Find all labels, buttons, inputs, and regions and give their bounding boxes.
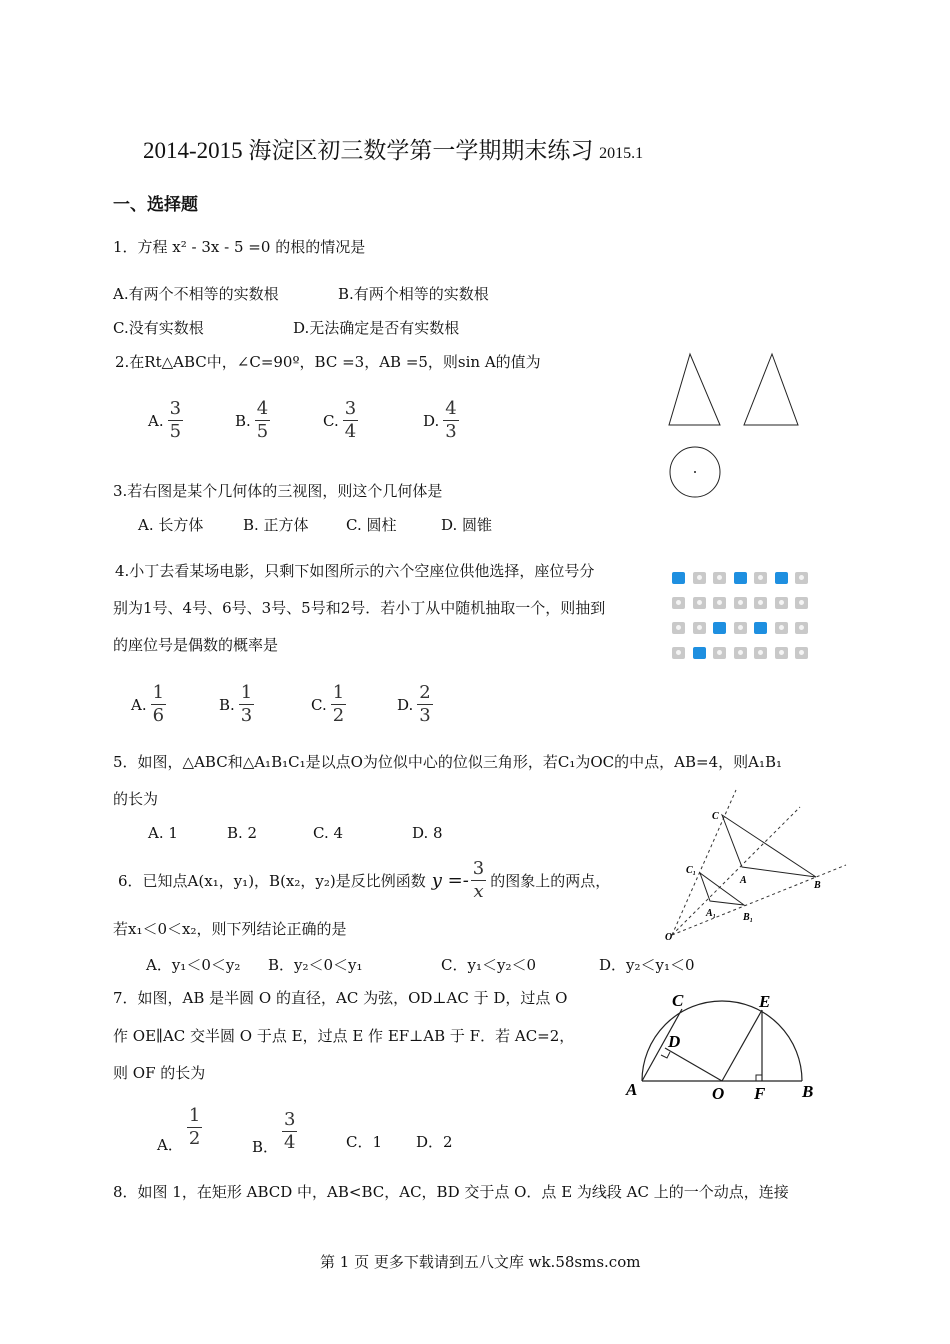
q2-c-den: 4 bbox=[344, 421, 357, 442]
q8-stem-line1: 8．如图 1，在矩形 ABCD 中，AB<BC，AC，BD 交于点 O．点 E 为线段 AC 上的一个动点，连接 bbox=[113, 1183, 789, 1201]
seat-taken bbox=[795, 572, 808, 584]
seat-empty bbox=[693, 647, 706, 659]
q2-d-den: 3 bbox=[445, 421, 457, 442]
q4-option-a-label: A. bbox=[131, 695, 147, 714]
q4-c-den: 2 bbox=[332, 705, 345, 726]
side-view-triangle bbox=[744, 354, 798, 425]
q2-option-a-fraction bbox=[168, 398, 183, 443]
seat-taken bbox=[775, 597, 788, 609]
q5-option-a: A. 1 bbox=[148, 824, 178, 842]
q7-option-a-fraction bbox=[187, 1105, 202, 1150]
seat-taken bbox=[734, 622, 747, 634]
seat-taken bbox=[672, 597, 685, 609]
semicircle-figure bbox=[620, 985, 825, 1105]
label-o: O bbox=[712, 1084, 725, 1103]
q4-stem-line1: 4.小丁去看某场电影，只剩下如图所示的六个空座位供他选择，座位号分 bbox=[115, 562, 595, 580]
q4-b-num: 1 bbox=[240, 682, 253, 703]
q4-stem-line2: 别为1号、4号、6号、3号、5号和2号．若小丁从中随机抽取一个，则抽到 bbox=[113, 599, 606, 617]
label-b: B bbox=[802, 1082, 814, 1101]
seat-grid bbox=[672, 572, 812, 664]
q4-option-a bbox=[131, 682, 166, 727]
seat-taken bbox=[693, 572, 706, 584]
q6-option-a: A．y₁＜0＜y₂ bbox=[146, 956, 241, 974]
q2-a-num: 3 bbox=[169, 398, 182, 419]
q4-stem-line3: 的座位号是偶数的概率是 bbox=[113, 636, 279, 654]
q5-option-c: C. 4 bbox=[313, 824, 344, 842]
q6-function bbox=[432, 858, 487, 903]
q6-func-den: x bbox=[471, 880, 486, 903]
q1-option-a: A.有两个不相等的实数根 bbox=[113, 285, 279, 303]
semicircle-arc bbox=[642, 1001, 802, 1081]
label-c1: C₁ bbox=[686, 865, 697, 876]
q2-b-num: 4 bbox=[256, 398, 269, 419]
q5-stem-line1: 5．如图，△ABC和△A₁B₁C₁是以点O为位似中心的位似三角形，若C₁为OC的中点，AB=4，则A₁B₁ bbox=[113, 753, 783, 771]
seat-taken bbox=[775, 647, 788, 659]
q6-func-num: 3 bbox=[472, 858, 485, 879]
q4-option-d-fraction bbox=[417, 682, 432, 727]
q4-d-num: 2 bbox=[419, 682, 431, 703]
q2-a-den: 5 bbox=[169, 421, 182, 442]
q6-text-b: 的图象上的两点， bbox=[490, 871, 611, 890]
seat-empty bbox=[672, 572, 685, 584]
q2-option-c-label: C. bbox=[323, 411, 339, 430]
label-o: O bbox=[665, 932, 673, 943]
q2-stem: 2.在Rt△ABC中，∠C=90º，BC =3，AB =5，则sin A的值为 bbox=[115, 353, 541, 371]
seat-taken bbox=[693, 622, 706, 634]
label-b1: B₁ bbox=[743, 912, 754, 923]
q2-option-b-fraction bbox=[255, 398, 270, 443]
q1-option-c: C.没有实数根 bbox=[113, 319, 204, 337]
seat-empty bbox=[734, 572, 747, 584]
homothety-figure bbox=[660, 785, 850, 945]
label-c: C bbox=[672, 991, 684, 1010]
label-c: C bbox=[712, 811, 719, 822]
label-a: A bbox=[740, 875, 747, 886]
seat-empty bbox=[754, 622, 767, 634]
q7-options bbox=[157, 1100, 497, 1156]
q6-func-lhs: y =- bbox=[431, 869, 469, 891]
q4-option-a-fraction bbox=[151, 682, 166, 727]
q2-option-d bbox=[423, 398, 459, 443]
q6-func-fraction bbox=[471, 858, 486, 903]
seat-empty bbox=[713, 622, 726, 634]
label-f: F bbox=[754, 1084, 766, 1103]
label-d: D bbox=[668, 1032, 681, 1051]
q4-c-num: 1 bbox=[332, 682, 345, 703]
q7-option-b-fraction bbox=[282, 1109, 297, 1154]
q2-option-a-label: A. bbox=[148, 411, 164, 430]
seat-empty bbox=[775, 572, 788, 584]
q6-stem-line2: 若x₁＜0＜x₂，则下列结论正确的是 bbox=[113, 920, 347, 938]
section-heading: 一、选择题 bbox=[113, 195, 198, 215]
seat-taken bbox=[693, 597, 706, 609]
right-angle-d bbox=[661, 1052, 670, 1058]
q2-option-d-fraction bbox=[443, 398, 458, 443]
q4-option-b-label: B. bbox=[219, 695, 235, 714]
q4-a-num: 1 bbox=[152, 682, 165, 703]
q5-option-d: D. 8 bbox=[412, 824, 443, 842]
q7-b-num: 3 bbox=[284, 1109, 296, 1130]
q2-option-b-label: B. bbox=[235, 411, 251, 430]
q5-stem-line2: 的长为 bbox=[113, 790, 159, 808]
q4-d-den: 3 bbox=[419, 705, 431, 726]
q4-option-d bbox=[397, 682, 433, 727]
q6-stem-line1 bbox=[118, 858, 610, 903]
q7-stem-line3: 则 OF 的长为 bbox=[113, 1064, 206, 1082]
q7-stem-line2: 作 OE∥AC 交半圆 O 于点 E，过点 E 作 EF⊥AB 于 F．若 AC=2， bbox=[113, 1027, 575, 1045]
triangle-abc bbox=[722, 815, 816, 877]
page-footer: 第 1 页 更多下载请到五八文库 wk.58sms.com bbox=[320, 1253, 641, 1271]
q7-b-den: 4 bbox=[284, 1132, 296, 1153]
seat-taken bbox=[713, 572, 726, 584]
seat-taken bbox=[795, 647, 808, 659]
label-a1: A₁ bbox=[706, 908, 717, 919]
title-date: 2015.1 bbox=[599, 145, 644, 162]
q4-option-c-label: C. bbox=[311, 695, 327, 714]
q1-stem: 1．方程 x² - 3x - 5 =0 的根的情况是 bbox=[113, 238, 366, 256]
q2-option-b bbox=[235, 398, 270, 443]
seat-taken bbox=[754, 572, 767, 584]
q3-stem: 3.若右图是某个几何体的三视图，则这个几何体是 bbox=[113, 482, 443, 500]
q7-option-a bbox=[157, 1100, 202, 1155]
three-view-figure bbox=[660, 348, 810, 503]
ray-oc bbox=[672, 790, 736, 935]
top-view-center bbox=[694, 471, 696, 473]
q7-option-a-label: A． bbox=[157, 1136, 183, 1154]
q7-a-den: 2 bbox=[188, 1128, 201, 1149]
q2-d-num: 4 bbox=[445, 398, 457, 419]
q3-option-b: B. 正方体 bbox=[243, 516, 309, 534]
seat-taken bbox=[795, 597, 808, 609]
q4-b-den: 3 bbox=[240, 705, 253, 726]
title-main: 2014-2015 海淀区初三数学第一学期期末练习 bbox=[143, 138, 594, 163]
segment-oe bbox=[722, 1010, 762, 1081]
seat-taken bbox=[672, 622, 685, 634]
q4-option-b bbox=[219, 682, 254, 727]
q5-option-b: B. 2 bbox=[227, 824, 258, 842]
q1-option-b: B.有两个相等的实数根 bbox=[338, 285, 489, 303]
front-view-triangle bbox=[669, 354, 720, 425]
seat-taken bbox=[754, 647, 767, 659]
q7-option-b-label: B． bbox=[252, 1138, 279, 1156]
label-e: E bbox=[759, 992, 771, 1011]
q7-a-num: 1 bbox=[188, 1105, 201, 1126]
q6-text-a: 6．已知点A(x₁，y₁)，B(x₂，y₂)是反比例函数 bbox=[118, 871, 426, 890]
seat-taken bbox=[734, 647, 747, 659]
q7-option-b bbox=[252, 1106, 297, 1157]
q2-c-num: 3 bbox=[344, 398, 357, 419]
q3-option-d: D. 圆锥 bbox=[441, 516, 493, 534]
seat-taken bbox=[734, 597, 747, 609]
q4-option-c-fraction bbox=[331, 682, 346, 727]
label-a: A bbox=[626, 1080, 638, 1099]
seat-taken bbox=[754, 597, 767, 609]
q2-option-c-fraction bbox=[343, 398, 358, 443]
q3-option-a: A. 长方体 bbox=[138, 516, 204, 534]
q7-stem-line1: 7．如图，AB 是半圆 O 的直径，AC 为弦，OD⊥AC 于 D，过点 O bbox=[113, 989, 568, 1007]
q4-option-b-fraction bbox=[239, 682, 254, 727]
page-title bbox=[143, 136, 643, 169]
q4-option-c bbox=[311, 682, 346, 727]
seat-taken bbox=[672, 647, 685, 659]
q6-option-c: C．y₁＜y₂＜0 bbox=[441, 956, 536, 974]
right-angle-f bbox=[756, 1075, 762, 1081]
q4-a-den: 6 bbox=[152, 705, 165, 726]
ray-ob bbox=[672, 865, 846, 935]
q3-option-c: C. 圆柱 bbox=[346, 516, 397, 534]
seat-taken bbox=[775, 622, 788, 634]
segment-od bbox=[665, 1048, 722, 1081]
q6-option-d: D．y₂＜y₁＜0 bbox=[599, 956, 695, 974]
q1-option-d: D.无法确定是否有实数根 bbox=[293, 319, 460, 337]
seat-taken bbox=[713, 647, 726, 659]
q2-option-d-label: D. bbox=[423, 411, 440, 430]
q7-option-d: D．2 bbox=[416, 1133, 453, 1151]
label-b: B bbox=[814, 880, 821, 891]
q6-option-b: B．y₂＜0＜y₁ bbox=[268, 956, 363, 974]
q7-option-c: C．1 bbox=[346, 1133, 383, 1151]
seat-taken bbox=[795, 622, 808, 634]
q2-option-c bbox=[323, 398, 358, 443]
q4-option-d-label: D. bbox=[397, 695, 414, 714]
seat-taken bbox=[713, 597, 726, 609]
q2-option-a bbox=[148, 398, 183, 443]
q2-b-den: 5 bbox=[256, 421, 269, 442]
